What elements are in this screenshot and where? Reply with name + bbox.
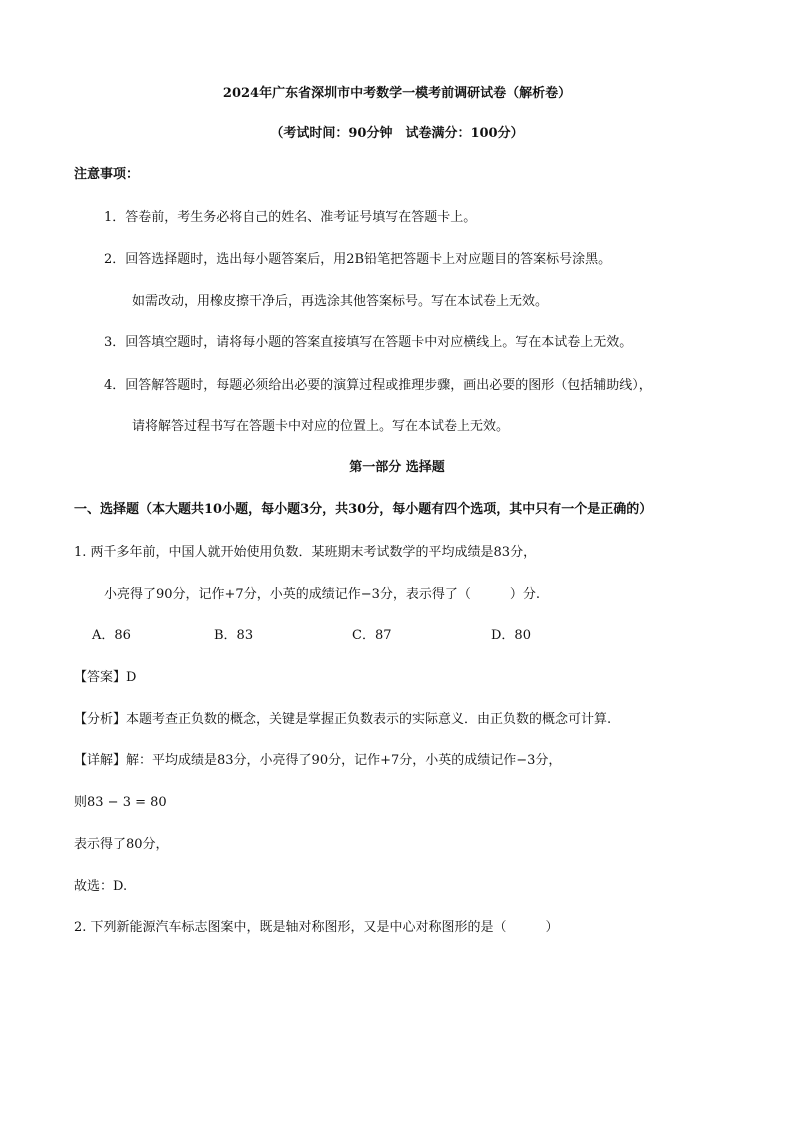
question-1-analysis: 【分析】本题考查正负数的概念，关键是掌握正负数表示的实际意义．由正负数的概念可计算. — [74, 712, 612, 727]
notice-item-2-cont: 如需改动，用橡皮擦干净后，再选涂其他答案标号。写在本试卷上无效。 — [132, 294, 549, 309]
question-1-option-c: C．87 — [352, 628, 392, 643]
question-1-line-2: 小亮得了90分，记作+7分，小英的成绩记作−3分，表示得了（ ）分. — [104, 587, 541, 602]
notice-item-1: 1．答卷前，考生务必将自己的姓名、准考证号填写在答题卡上。 — [104, 210, 477, 225]
section-heading: 一、选择题（本大题共10小题，每小题3分，共30分，每小题有四个选项，其中只有一个是正确的） — [74, 502, 653, 517]
question-1-option-a: A．86 — [92, 628, 131, 643]
question-1-option-d: D．80 — [491, 628, 531, 643]
notice-item-2: 2．回答选择题时，选出每小题答案后，用2B铅笔把答题卡上对应题目的答案标号涂黑。 — [104, 252, 612, 267]
notice-item-3: 3．回答填空题时，请将每小题的答案直接填写在答题卡中对应横线上。写在本试卷上无效。 — [104, 335, 633, 350]
exam-info: （考试时间：90分钟 试卷满分：100分） — [270, 126, 524, 141]
notice-heading: 注意事项： — [74, 167, 140, 182]
question-1-detail: 【详解】解：平均成绩是83分，小亮得了90分，记作+7分，小英的成绩记作−3分， — [74, 753, 562, 768]
notice-item-4: 4．回答解答题时，每题必须给出必要的演算过程或推理步骤，画出必要的图形（包括辅助线）， — [104, 378, 652, 393]
question-1-option-b: B．83 — [214, 628, 254, 643]
part-title: 第一部分 选择题 — [349, 460, 445, 475]
document-title: 2024年广东省深圳市中考数学一模考前调研试卷（解析卷） — [222, 86, 572, 101]
question-1-step-1: 则83 − 3 = 80 — [74, 795, 167, 810]
question-1-line-1: 1. 两千多年前，中国人就开始使用负数．某班期末考试数学的平均成绩是83分， — [74, 545, 537, 560]
question-1-step-3: 故选：D. — [74, 879, 128, 894]
notice-item-4-cont: 请将解答过程书写在答题卡中对应的位置上。写在本试卷上无效。 — [132, 419, 510, 434]
question-1-step-2: 表示得了80分， — [74, 837, 169, 852]
question-2-line-1: 2. 下列新能源汽车标志图案中，既是轴对称图形，又是中心对称图形的是（ ） — [74, 920, 559, 935]
question-1-answer: 【答案】D — [74, 670, 137, 685]
